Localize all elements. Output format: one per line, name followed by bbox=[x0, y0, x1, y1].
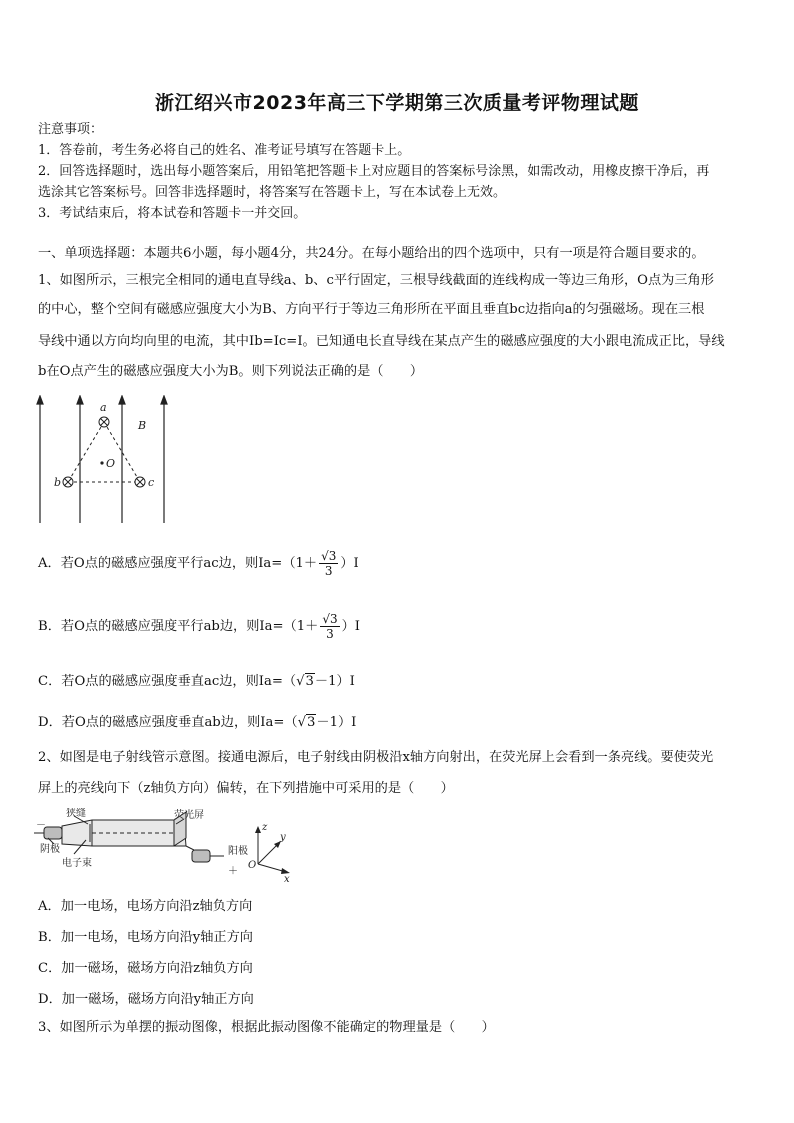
notice-item-1: 1．答卷前，考生务必将自己的姓名、准考证号填写在答题卡上。 bbox=[38, 143, 411, 158]
label-z: z bbox=[262, 822, 268, 833]
label-a: a bbox=[100, 401, 107, 414]
q2-option-b[interactable]: B．加一电场，电场方向沿y轴正方向 bbox=[38, 930, 253, 945]
label-b: b bbox=[54, 476, 62, 489]
q1-magnetic-field-figure bbox=[34, 395, 174, 525]
label-screen: 荧光屏 bbox=[174, 810, 204, 821]
label-o: O bbox=[106, 457, 116, 470]
q2-option-a[interactable]: A．加一电场，电场方向沿z轴负方向 bbox=[38, 899, 253, 914]
label-cathode: 阴极 bbox=[40, 844, 60, 855]
q1-option-c[interactable]: C．若O点的磁感应强度垂直ac边，则Ia=（√3－1）I bbox=[38, 674, 355, 689]
label-beam: 电子束 bbox=[62, 858, 92, 869]
wire-a-icon bbox=[99, 417, 109, 427]
q2-electron-tube-figure bbox=[34, 808, 296, 884]
q1-option-b[interactable]: B．若O点的磁感应强度平行ab边，则Ia=（1＋ $\frac{√3}{3}$ ）I bbox=[38, 612, 361, 641]
label-B: B bbox=[138, 419, 147, 432]
label-y: y bbox=[280, 832, 286, 843]
page-title: 浙江绍兴市2023年高三下学期第三次质量考评物理试题 bbox=[155, 92, 639, 114]
center-point-icon bbox=[100, 461, 103, 464]
q2-option-d[interactable]: D．加一磁场，磁场方向沿y轴正方向 bbox=[38, 992, 254, 1007]
q2-option-c[interactable]: C．加一磁场，磁场方向沿z轴负方向 bbox=[38, 961, 253, 976]
q1-option-a[interactable]: A．若O点的磁感应强度平行ac边，则Ia=（1＋ $\frac{√3}{3}$ ）I bbox=[38, 549, 359, 578]
label-anode: 阳极 bbox=[228, 846, 248, 857]
label-c: c bbox=[148, 476, 155, 489]
label-slit: 狭缝 bbox=[66, 808, 86, 819]
q1-line-2: 的中心，整个空间有磁感应强度大小为B、方向平行于等边三角形所在平面且垂直bc边指向a的匀强磁场。现在三根 bbox=[38, 302, 705, 317]
section-heading: 一、单项选择题：本题共6小题，每小题4分，共24分。在每小题给出的四个选项中，只有一项是符合题目要求的。 bbox=[38, 246, 705, 261]
notice-item-2: 2．回答选择题时，选出每小题答案后，用铅笔把答题卡上对应题目的答案标号涂黑，如需改动，用橡皮擦干净后，再 bbox=[38, 164, 710, 179]
notice-item-2-cont: 选涂其它答案标号。回答非选择题时，将答案写在答题卡上，写在本试卷上无效。 bbox=[38, 185, 507, 200]
label-minus: － bbox=[36, 820, 46, 831]
q1-line-3: 导线中通以方向均向里的电流，其中Ib=Ic=I。已知通电长直导线在某点产生的磁感应强度的大小跟电流成正比，导线 bbox=[38, 334, 725, 349]
q2-line-1: 2、如图是电子射线管示意图。接通电源后，电子射线由阴极沿x轴方向射出，在荧光屏上会看到一条亮线。要使荧光 bbox=[38, 750, 714, 765]
wire-b-icon bbox=[63, 477, 73, 487]
label-x: x bbox=[284, 874, 290, 884]
label-origin: O bbox=[248, 860, 257, 871]
q1-line-1: 1、如图所示，三根完全相同的通电直导线a、b、c平行固定，三根导线截面的连线构成一等边三角形，O点为三角形 bbox=[38, 273, 714, 288]
wire-c-icon bbox=[135, 477, 145, 487]
q2-line-2: 屏上的亮线向下（z轴负方向）偏转，在下列措施中可采用的是（ ） bbox=[38, 781, 454, 796]
notice-item-3: 3．考试结束后，将本试卷和答题卡一并交回。 bbox=[38, 206, 307, 221]
label-plus: ＋ bbox=[228, 866, 238, 877]
q1-option-d[interactable]: D．若O点的磁感应强度垂直ab边，则Ia=（√3－1）I bbox=[38, 715, 357, 730]
notice-heading: 注意事项： bbox=[38, 122, 104, 137]
q1-line-4: b在O点产生的磁感应强度大小为B。则下列说法正确的是（ ） bbox=[38, 364, 424, 379]
q3-line-1: 3、如图所示为单摆的振动图像，根据此振动图像不能确定的物理量是（ ） bbox=[38, 1020, 495, 1035]
